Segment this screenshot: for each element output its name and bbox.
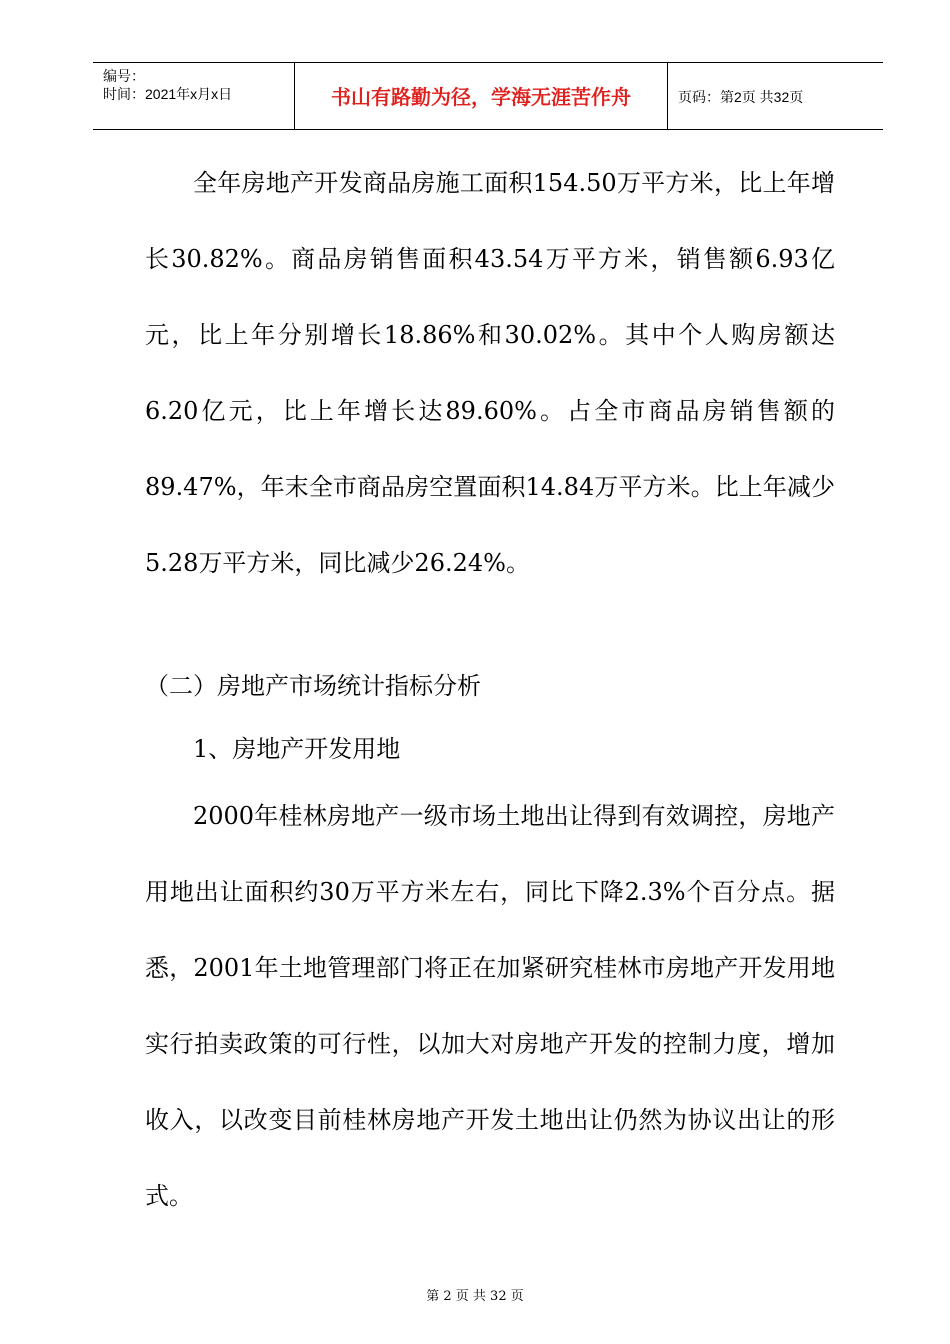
header-meta — [93, 63, 295, 129]
page-header — [93, 62, 883, 130]
header-page-code: 页码：第2页 共32页 — [678, 89, 804, 105]
serial-number-label: 编号： — [103, 68, 145, 84]
body-paragraph: 2000年桂林房地产一级市场土地出让得到有效调控，房地产用地出让面积约30万平方米左右，同比下降2.3%个百分点。据悉，2001年土地管理部门将正在加紧研究桂林市房地产开发用地实行拍卖政策的可行性，以加大对房地产开发的控制力度，增加收入，以改变目前桂林房地产开发土地出让仍然为协议出让的形式。 — [145, 802, 835, 1210]
header-motto: 书山有路勤为径，学海无涯苦作舟 — [295, 63, 668, 129]
date-label: 时间：2021年x月x日 — [103, 86, 233, 102]
page-footer: 第 2 页 共 32 页 — [426, 1289, 524, 1304]
body-paragraph: 全年房地产开发商品房施工面积154.50万平方米，比上年增长30.82%。商品房销售面积43.54万平方米，销售额6.93亿元，比上年分别增长18.86%和30.02%。其中个人购房额达6.20亿元，比上年增长达89.60%。占全市商品房销售额的89.47%，年末全市商品房空置面积14.84万平方米。比上年减少5.28万平方米，同比减少26.24%。 — [145, 169, 835, 577]
subsection-heading: 1、房地产开发用地 — [193, 735, 401, 763]
section-heading: （二）房地产市场统计指标分析 — [145, 672, 481, 700]
